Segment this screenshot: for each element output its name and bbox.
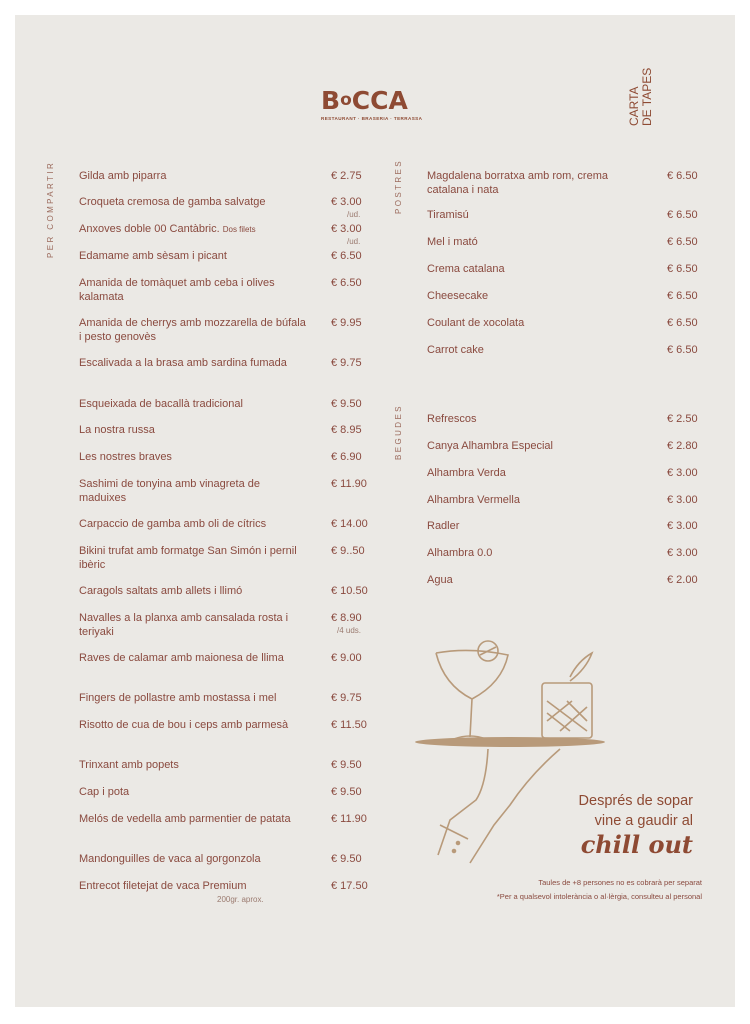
item-price: € 9.75: [331, 357, 362, 369]
item-name: [79, 786, 309, 800]
cocktail-glass-icon: [436, 650, 508, 737]
item-name: [79, 196, 309, 210]
item-name-text: La nostra russa: [79, 424, 155, 436]
item-name: [79, 853, 309, 867]
item-name-text: Amanida de tomàquet amb ceba i olives kalamata: [79, 277, 275, 303]
item-name-text: Melós de vedella amb parmentier de patata: [79, 813, 291, 825]
item-name-text: Magdalena borratxa amb rom, crema catalana i nata: [427, 170, 608, 196]
item-price: € 2.75: [331, 170, 362, 182]
item-price: € 9.75: [331, 692, 362, 704]
section-label-drinks: BEGUDES: [394, 404, 403, 460]
item-name: [79, 170, 309, 184]
item-name: [427, 236, 642, 250]
item-name: [427, 170, 642, 197]
item-unit: /4 uds.: [337, 626, 362, 635]
item-price: € 6.50: [331, 277, 362, 289]
item-price: € 2.50: [667, 413, 698, 425]
item-name-text: Trinxant amb popets: [79, 759, 179, 771]
menu-title: [628, 68, 654, 126]
item-price: € 9.50: [331, 759, 362, 771]
item-name-text: Sashimi de tonyina amb vinagreta de maduixes: [79, 478, 260, 504]
item-name: [79, 250, 309, 264]
item-price: € 9.00: [331, 652, 362, 664]
item-name-text: Alhambra Verda: [427, 467, 506, 479]
item-name-text: Alhambra Vermella: [427, 494, 520, 506]
item-name-text: Refrescos: [427, 413, 477, 425]
item-price: € 3.00: [667, 520, 698, 532]
item-price: € 10.50: [331, 585, 368, 597]
item-name: [79, 880, 309, 894]
item-price: € 6.50: [667, 236, 698, 248]
item-name-text: Coulant de xocolata: [427, 317, 525, 329]
item-name-text: Gilda amb piparra: [79, 170, 167, 182]
item-name-text: Raves de calamar amb maionesa de llima: [79, 652, 284, 664]
item-name: [79, 585, 309, 599]
item-name: [79, 612, 309, 639]
item-name-text: Mel i mató: [427, 236, 478, 248]
logo-tagline: RESTAURANT · BRASERIA · TERRASSA: [321, 116, 423, 121]
item-name: [79, 277, 309, 304]
item-price: € 11.50: [331, 719, 367, 731]
item-price: € 11.90: [331, 813, 367, 825]
item-price: € 9..50: [331, 545, 365, 557]
item-name-text: Radler: [427, 520, 460, 532]
footer-note-groups: Taules de +8 persones no es cobrarà per separat: [538, 878, 702, 887]
menu-title-line1: CARTA: [627, 86, 641, 126]
item-name: [79, 317, 309, 344]
item-unit: /ud.: [347, 237, 361, 246]
item-name-text: Carpaccio de gamba amb oli de cítrics: [79, 518, 267, 530]
section-label-desserts: POSTRES: [394, 158, 403, 214]
item-name-text: Caragols saltats amb allets i llimó: [79, 585, 243, 597]
item-price: € 3.00: [331, 223, 362, 235]
item-price: € 9.50: [331, 853, 362, 865]
item-name: [79, 813, 309, 827]
item-name: [79, 518, 309, 532]
promo-line-2: vine a gaudir al: [594, 813, 693, 829]
item-unit: 200gr. aprox.: [217, 895, 264, 904]
promo-chill-out: chill out: [580, 830, 693, 859]
item-name-text: Cheesecake: [427, 290, 489, 302]
item-name-text: Entrecot filetejat de vaca Premium: [79, 880, 247, 892]
item-name: [79, 478, 309, 505]
item-price: € 11.90: [331, 478, 367, 490]
item-name: [427, 317, 642, 331]
item-price: € 9.50: [331, 786, 362, 798]
item-name: [427, 440, 642, 454]
item-price: € 3.00: [667, 494, 698, 506]
item-price: € 9.50: [331, 398, 362, 410]
item-name-text: Les nostres braves: [79, 451, 172, 463]
item-price: € 6.50: [667, 317, 698, 329]
item-name-text: Carrot cake: [427, 344, 484, 356]
item-name: [427, 209, 642, 223]
item-note: Dos filets: [222, 225, 256, 234]
item-price: € 17.50: [331, 880, 368, 892]
item-price: € 8.95: [331, 424, 362, 436]
item-name: [427, 547, 642, 561]
item-price: € 2.00: [667, 574, 698, 586]
item-price: € 2.80: [667, 440, 698, 452]
item-name: [79, 223, 309, 237]
item-price: € 6.50: [667, 209, 698, 221]
item-name-text: Esqueixada de bacallà tradicional: [79, 398, 243, 410]
item-price: € 3.00: [331, 196, 362, 208]
item-price: € 3.00: [667, 547, 698, 559]
item-name: [427, 263, 642, 277]
item-name-text: Amanida de cherrys amb mozzarella de búfala i pesto genovès: [79, 317, 306, 343]
item-name-text: Canya Alhambra Especial: [427, 440, 553, 452]
item-name-text: Risotto de cua de bou i ceps amb parmesà: [79, 719, 289, 731]
item-name: [427, 413, 642, 427]
item-name-text: Mandonguilles de vaca al gorgonzola: [79, 853, 261, 865]
item-name: [79, 759, 309, 773]
item-name: [427, 290, 642, 304]
item-name: [79, 451, 309, 465]
item-price: € 14.00: [331, 518, 368, 530]
item-name-text: Navalles a la planxa amb cansalada rosta i teriyaki: [79, 612, 289, 638]
item-name: [79, 719, 309, 733]
promo-line-1: Després de sopar: [578, 793, 693, 809]
item-name: [427, 467, 642, 481]
item-name-text: Anxoves doble 00 Cantàbric.: [79, 223, 220, 235]
bocca-logo: BoCCA: [321, 86, 408, 115]
item-name: [427, 344, 642, 358]
item-name: [79, 545, 309, 572]
item-name: [427, 520, 642, 534]
item-price: € 6.50: [667, 290, 698, 302]
menu-title-line2: DE TAPES: [640, 67, 654, 126]
tray-icon: [415, 737, 605, 747]
item-price: € 9.95: [331, 317, 362, 329]
item-name-text: Fingers de pollastre amb mostassa i mel: [79, 692, 277, 704]
item-name-text: Alhambra 0.0: [427, 547, 493, 559]
item-name-text: Edamame amb sèsam i picant: [79, 250, 227, 262]
item-name: [79, 652, 309, 666]
section-label-sharing: PER COMPARTIR: [46, 160, 55, 258]
item-name-text: Bikini trufat amb formatge San Simón i pernil ibèric: [79, 545, 297, 571]
item-price: € 6.50: [667, 263, 698, 275]
item-name: [427, 494, 642, 508]
cocktail-tray-illustration: [410, 625, 620, 865]
item-name-text: Agua: [427, 574, 453, 586]
item-name-text: Crema catalana: [427, 263, 505, 275]
item-price: € 8.90: [331, 612, 362, 624]
item-price: € 3.00: [667, 467, 698, 479]
item-name-text: Escalivada a la brasa amb sardina fumada: [79, 357, 287, 369]
item-name: [79, 398, 309, 412]
item-price: € 6.90: [331, 451, 362, 463]
item-price: € 6.50: [331, 250, 362, 262]
item-name-text: Croqueta cremosa de gamba salvatge: [79, 196, 266, 208]
item-name: [79, 357, 309, 371]
item-price: € 6.50: [667, 170, 698, 182]
footer-note-allergies: *Per a qualsevol intolerància o al·lèrgia, consulteu al personal: [496, 892, 702, 901]
item-name: [79, 424, 309, 438]
item-name-text: Tiramisú: [427, 209, 469, 221]
item-price: € 6.50: [667, 344, 698, 356]
item-name-text: Cap i pota: [79, 786, 130, 798]
item-name: [79, 692, 309, 706]
item-name: [427, 574, 642, 588]
item-unit: /ud.: [347, 210, 361, 219]
